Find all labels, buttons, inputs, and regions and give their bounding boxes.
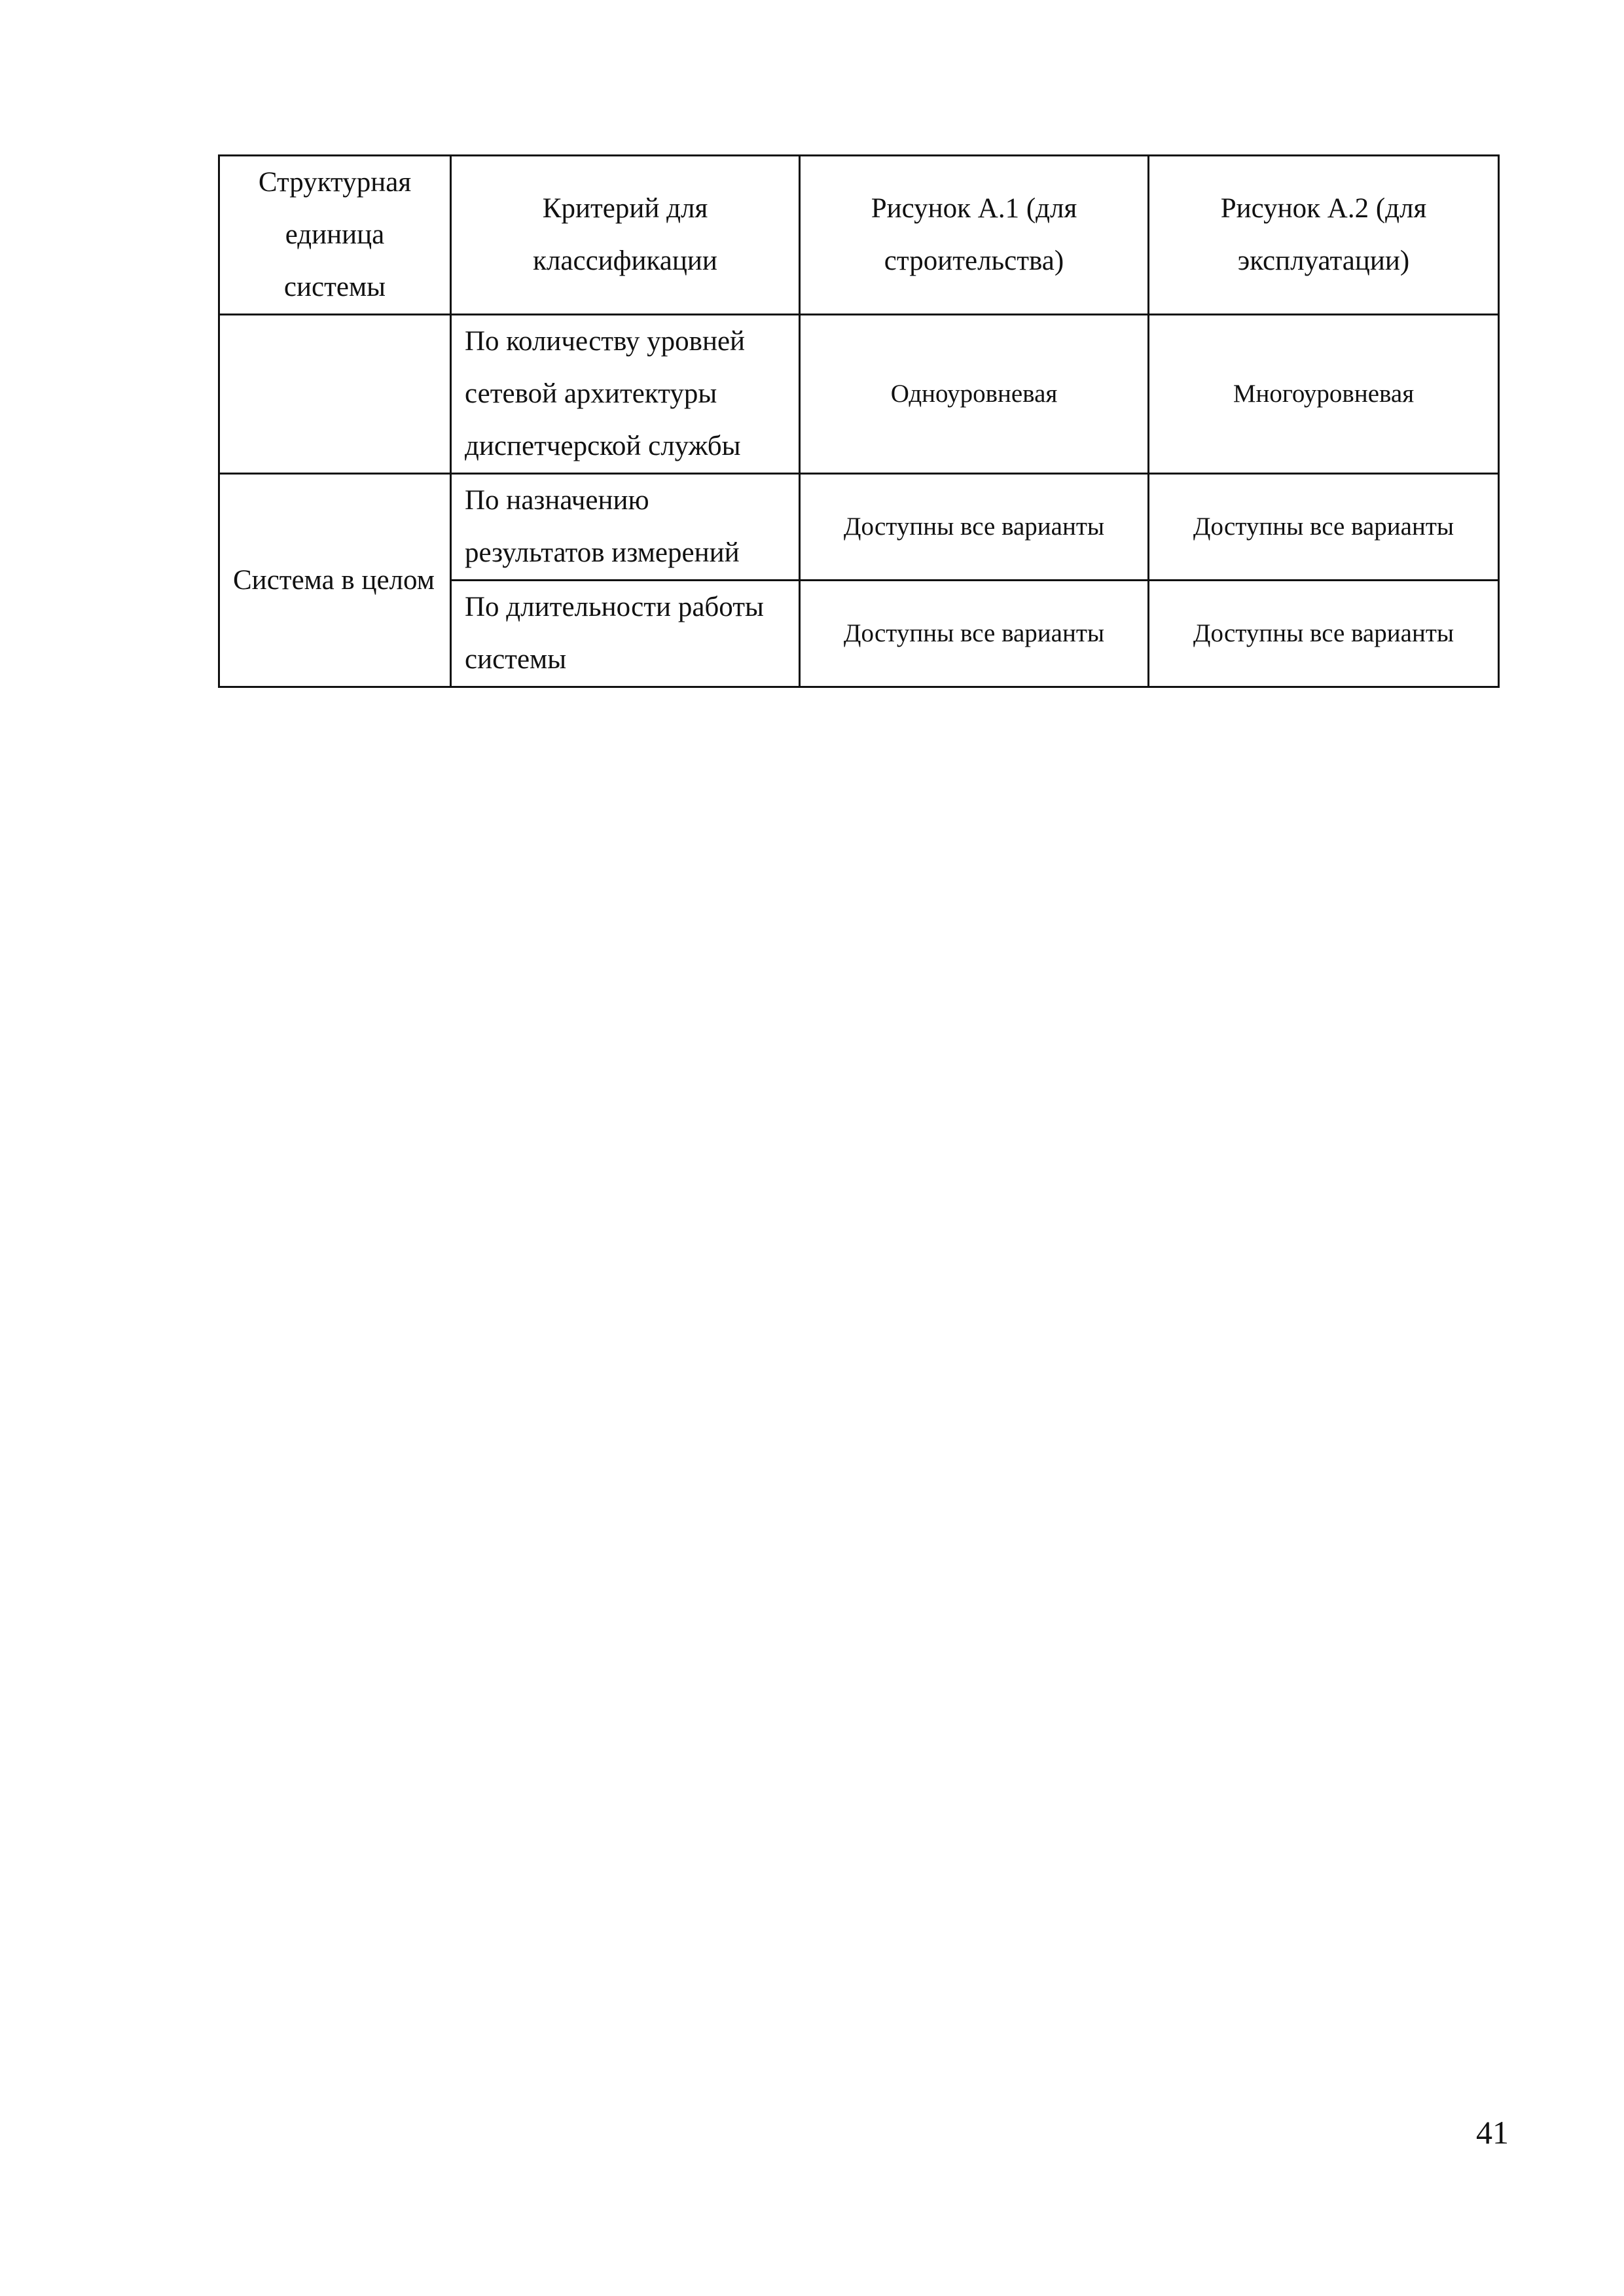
structural-unit-cell [219, 315, 451, 474]
header-structural-unit: Структурная единица системы [219, 156, 451, 315]
figure-a1-value: Одноуровневая [800, 315, 1149, 474]
structural-unit-cell: Система в целом [219, 474, 451, 687]
classification-table [218, 154, 1500, 688]
criterion-cell: По длительности работы системы [451, 581, 800, 687]
table-header-row [219, 156, 1499, 315]
figure-a1-value: Доступны все варианты [800, 581, 1149, 687]
table-row [219, 315, 1499, 474]
criterion-cell: По количеству уровней сетевой архитектуры диспетчерской службы [451, 315, 800, 474]
header-criterion: Критерий для классификации [451, 156, 800, 315]
header-figure-a2: Рисунок А.2 (для эксплуатации) [1149, 156, 1499, 315]
table-row [219, 474, 1499, 581]
header-figure-a1: Рисунок А.1 (для строительства) [800, 156, 1149, 315]
figure-a2-value: Доступны все варианты [1149, 474, 1499, 581]
criterion-cell: По назначению результатов измерений [451, 474, 800, 581]
figure-a1-value: Доступны все варианты [800, 474, 1149, 581]
page-number: 41 [1476, 2114, 1509, 2151]
figure-a2-value: Доступны все варианты [1149, 581, 1499, 687]
figure-a2-value: Многоуровневая [1149, 315, 1499, 474]
